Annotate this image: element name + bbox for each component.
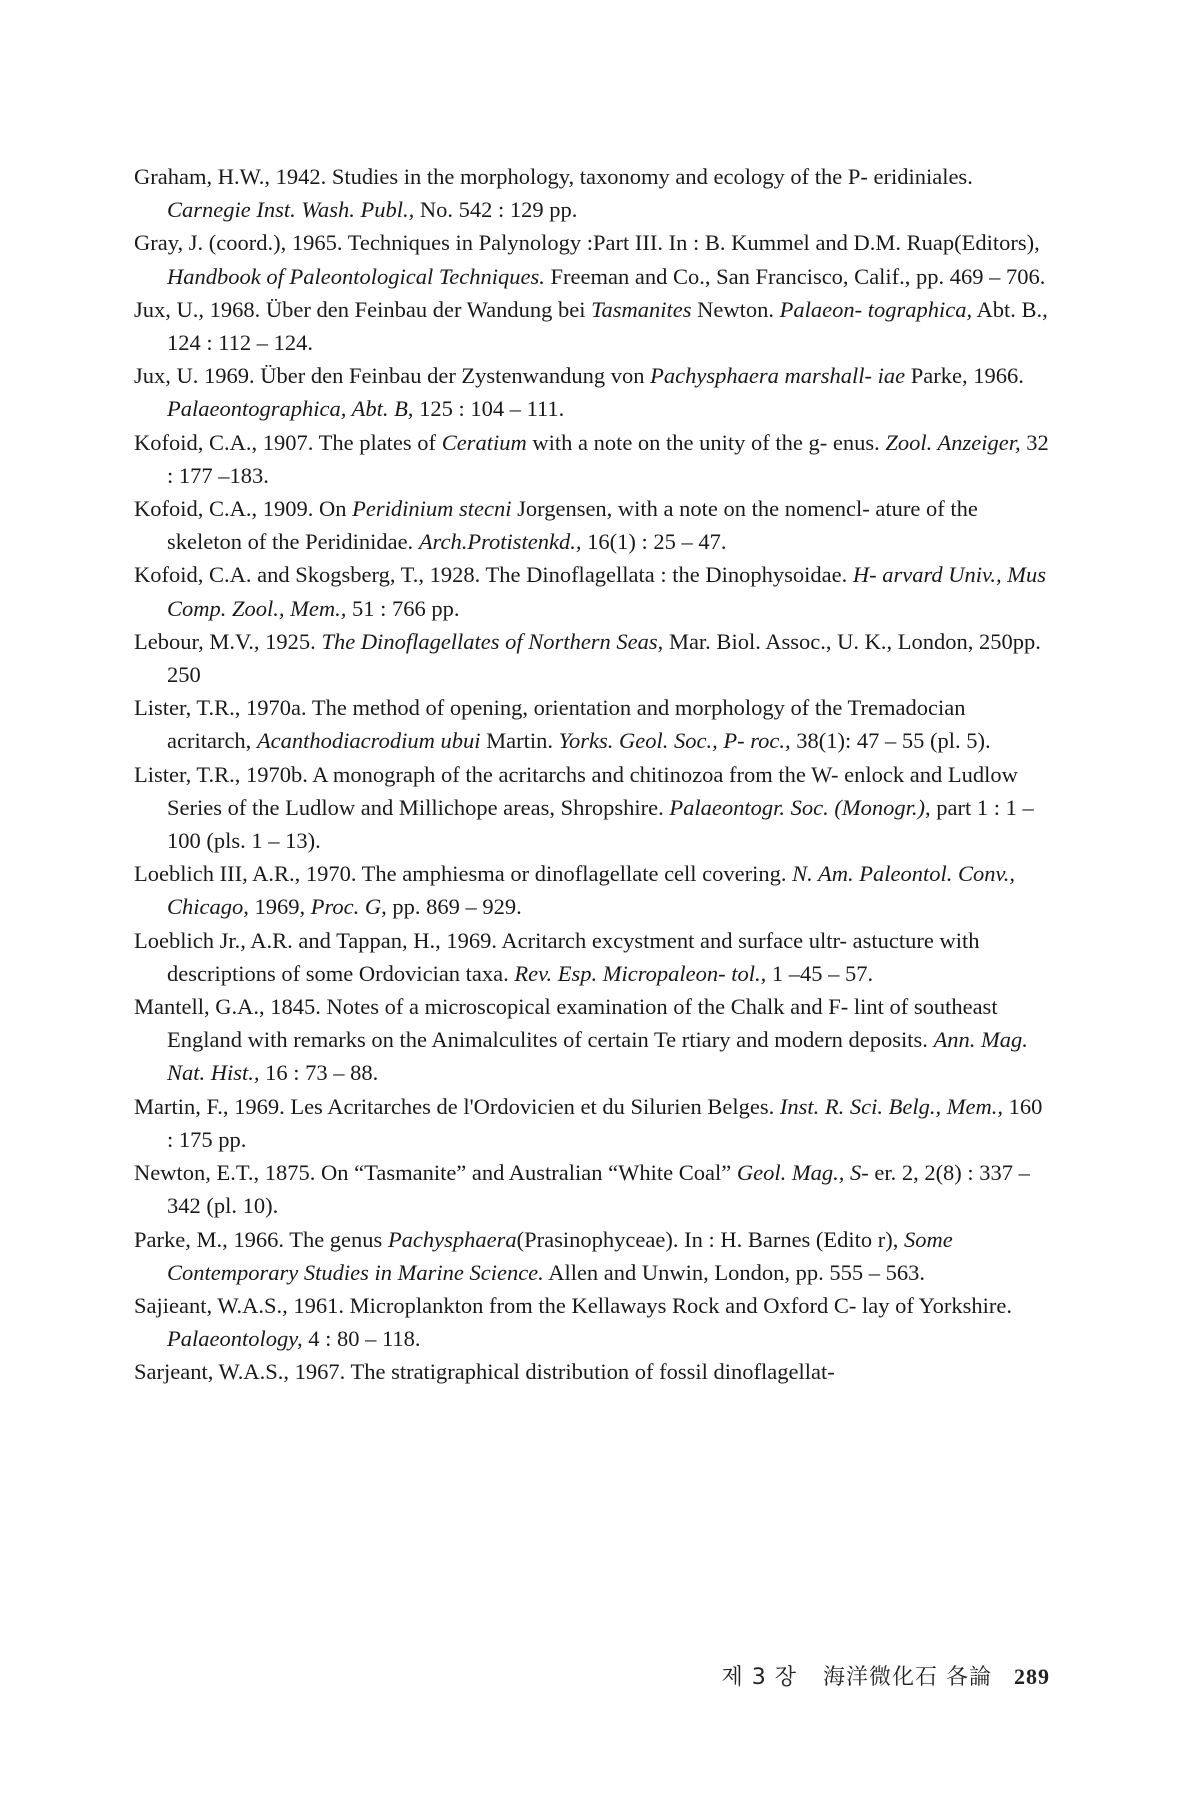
reference-italic-run: Peridinium stecni [352,496,512,522]
reference-text-run: Sarjeant, W.A.S., 1967. The stratigraphical distribution of fossil dinoflagellat- [134,1359,835,1385]
reference-text-run: , part 1 : 1 – 100 (pls. 1 – 13). [167,794,1034,854]
reference-text-run: Kofoid, C.A. and Skogsberg, T., 1928. The Dinoflagellata : the Dinophysoidae. [134,562,853,588]
reference-entry [134,625,1050,691]
reference-text-run: 1 –45 – 57. [766,960,874,986]
reference-text-run: with a note on the unity of the g- enus. [526,429,886,455]
reference-italic-run: Tasmanites [591,296,692,322]
reference-entry [134,1289,1050,1355]
reference-italic-run: Palaeontographica, Abt. B, [167,396,414,422]
reference-italic-run: Palaeon- tographica, [779,296,973,322]
reference-text-run: Jux, U. 1969. Über den Feinbau der Zystenwandung von [134,363,651,389]
reference-text-run: Kofoid, C.A., 1909. On [134,496,353,522]
reference-italic-run: Geol. Mag., S- [736,1160,869,1186]
reference-entry [134,990,1050,1090]
reference-italic-run: Palaeontology, [167,1326,303,1352]
reference-italic-run: Rev. Esp. Micropaleon- tol., [514,960,767,986]
reference-entry [134,1223,1050,1289]
reference-entry [134,558,1050,624]
reference-italic-run: Zool. Anzeiger, [885,429,1021,455]
reference-italic-run: Ceratium [441,429,527,455]
reference-text-run: Gray, J. (coord.), 1965. Techniques in Palynology :Part III. In : B. Kummel and D.M. Ruap(Editors), [134,230,1040,256]
reference-text-run: Loeblich Jr., A.R. and Tappan, H., 1969. Acritarch excystment and surface ultr- astucture with descriptions of some Ordovician taxa. [134,927,980,986]
reference-text-run: 1969, [248,894,311,920]
reference-entry [134,492,1050,558]
reference-text-run: Newton, E.T., 1875. On “Tasmanite” and Australian “White Coal” [134,1160,737,1186]
reference-italic-run: Proc. G, [310,894,387,920]
reference-italic-run: Ann. Mag. Nat. Hist., [167,1027,1028,1086]
reference-text-run: Graham, H.W., 1942. Studies in the morphology, taxonomy and ecology of the P- eridiniales. [134,164,973,189]
reference-italic-run: Pachysphaera [387,1226,517,1252]
reference-italic-run: Pachysphaera marshall- iae [650,363,906,389]
reference-italic-run: Palaeontogr. Soc. (Monogr.) [669,794,925,820]
reference-text-run: Abt. B., 124 : 112 – 124. [167,296,1048,356]
reference-italic-run: Yorks. Geol. Soc., P- roc., [558,728,791,754]
reference-list [134,160,1050,1389]
reference-text-run: Mantell, G.A., 1845. Notes of a microscopical examination of the Chalk and F- lint of southeast England with remarks on the Animalculites of certain Te rtiary and modern deposits. [134,994,998,1053]
reference-text-run: 38(1): 47 – 55 (pl. 5). [790,728,991,754]
reference-entry [134,226,1050,292]
reference-text-run: pp. 869 – 929. [386,894,522,920]
reference-text-run: Freeman and Co., San Francisco, Calif., pp. 469 – 706. [544,263,1046,289]
reference-entry [134,924,1050,990]
reference-text-run: 32 : 177 –183. [167,429,1049,488]
reference-text-run: 160 : 175 pp. [167,1093,1043,1152]
reference-text-run: Allen and Unwin, London, pp. 555 – 563. [543,1259,926,1285]
reference-entry [134,160,1050,226]
reference-entry [134,1355,1050,1388]
reference-entry [134,1156,1050,1222]
reference-entry [134,758,1050,858]
reference-text-run: 51 : 766 pp. [346,595,460,621]
reference-italic-run: Some Contemporary Studies in Marine Science. [167,1226,953,1285]
reference-italic-run: Arch.Protistenkd., [418,529,582,555]
reference-italic-run: Carnegie Inst. Wash. Publ., [167,197,415,223]
reference-text-run: Newton. [691,296,780,322]
reference-italic-run: The Dinoflagellates of Northern Seas, [321,628,664,654]
reference-text-run: er. 2, 2(8) : 337 – 342 (pl. 10). [167,1160,1030,1219]
reference-entry [134,293,1050,359]
reference-italic-run: Handbook of Paleontological Techniques. [167,263,545,289]
reference-text-run: 4 : 80 – 118. [302,1326,421,1352]
reference-text-run: Martin. [480,728,559,754]
reference-entry [134,359,1050,425]
reference-italic-run: Inst. R. Sci. Belg., Mem., [779,1093,1003,1119]
chapter-label: 제 3 장 [721,1665,797,1690]
reference-text-run: 16 : 73 – 88. [259,1060,379,1086]
page-footer [722,1660,1051,1691]
page-number: 289 [1014,1664,1050,1689]
reference-text-run: Mar. Biol. Assoc., U. K., London, 250pp. 250 [167,628,1041,688]
reference-entry [134,1090,1050,1156]
reference-text-run: 16(1) : 25 – 47. [581,529,727,555]
reference-text-run: Lister, T.R., 1970a. The method of opening, orientation and morphology of the Tremadocian acritarch, [134,695,966,754]
reference-text-run: (Prasinophyceae). In : H. Barnes (Edito r), [516,1226,905,1252]
reference-text-run: 125 : 104 – 111. [413,396,565,422]
reference-text-run: Martin, F., 1969. Les Acritarches de l'Ordovicien et du Silurien Belges. [134,1093,780,1119]
reference-italic-run: Acanthodiacrodium ubui [256,728,481,754]
reference-text-run: No. 542 : 129 pp. [414,197,578,223]
reference-italic-run: H- arvard Univ., Mus Comp. Zool., Mem., [167,562,1046,621]
reference-text-run: Parke, 1966. [905,363,1024,389]
reference-text-run: Kofoid, C.A., 1907. The plates of [134,429,442,455]
reference-text-run: Loeblich III, A.R., 1970. The amphiesma or dinoflagellate cell covering. [134,861,793,887]
reference-text-run: Lister, T.R., 1970b. A monograph of the acritarchs and chitinozoa from the W- enlock and Ludlow Series of the Ludlow and Millichope areas, Shropshire. [134,761,1018,820]
reference-text-run: Sajieant, W.A.S., 1961. Microplankton from the Kellaways Rock and Oxford C- lay of Yorkshire. [134,1292,1013,1318]
chapter-title: 海洋微化石 各論 [823,1665,992,1690]
reference-entry [134,691,1050,757]
reference-text-run: Parke, M., 1966. The genus [134,1226,388,1252]
reference-text-run: Lebour, M.V., 1925. [134,628,322,654]
reference-italic-run: N. Am. Paleontol. Conv., Chicago, [167,861,1016,920]
reference-entry [134,857,1050,923]
reference-text-run: Jux, U., 1968. Über den Feinbau der Wandung bei [134,296,592,322]
reference-text-run: Jorgensen, with a note on the nomencl- ature of the skeleton of the Peridinidae. [167,496,978,555]
reference-entry [134,426,1050,492]
